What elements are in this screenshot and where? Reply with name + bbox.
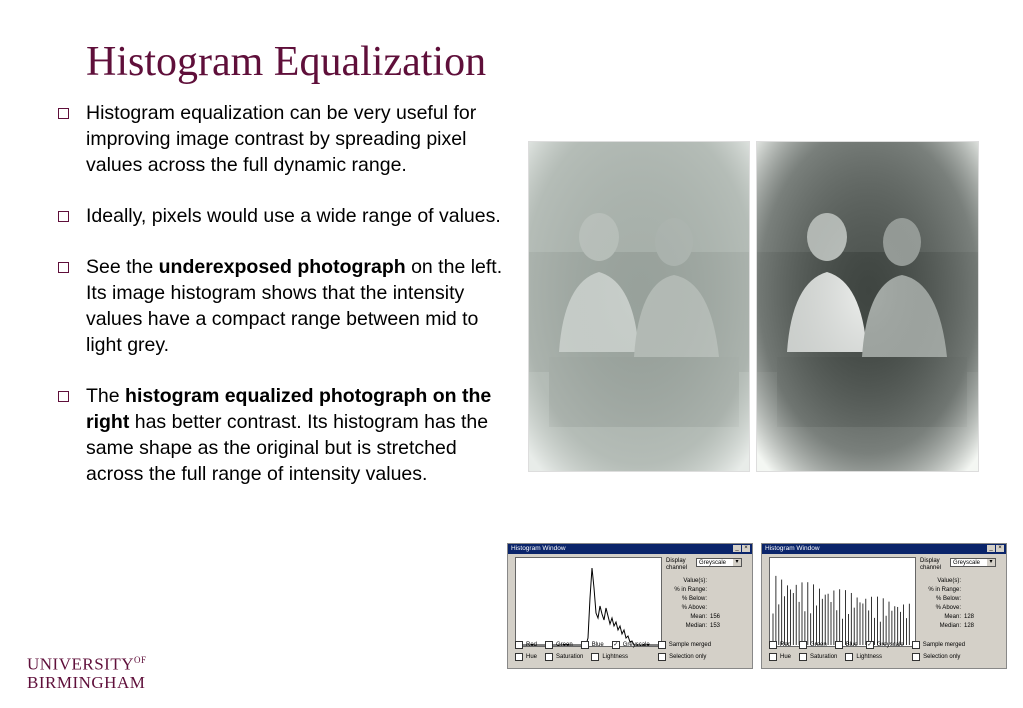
display-channel-value: Greyscale: [699, 560, 727, 566]
logo-line2: BIRMINGHAM: [27, 672, 146, 692]
display-channel-label: Display channel: [920, 558, 942, 571]
stat-row: [666, 586, 750, 595]
bullet-item: [58, 254, 506, 358]
median-value: 128: [964, 623, 975, 629]
median-label: Median:: [685, 623, 707, 629]
stat-row: [920, 586, 1004, 595]
checkbox-blue[interactable]: Blue: [581, 641, 604, 649]
bullet-text-pre: See the: [86, 256, 159, 278]
underexposed-photo: [528, 141, 750, 472]
mean-label: Mean:: [944, 614, 961, 620]
dropdown-arrow-icon[interactable]: ▾: [733, 559, 741, 566]
checkbox-sample-merged[interactable]: Sample merged: [912, 641, 965, 649]
bullet-text-bold: histogram equalized photograph on the right: [86, 385, 492, 433]
bullet-text-post: has better contrast. Its histogram has the same shape as the original but is stretched across the full range of intensity values.: [86, 411, 489, 485]
stat-row: [666, 604, 750, 613]
checkbox-selection-only[interactable]: Selection only: [658, 653, 706, 661]
histogram-plot: [769, 557, 916, 647]
display-channel-select[interactable]: [696, 558, 742, 567]
values-label: Value(s):: [937, 578, 961, 584]
checkbox-lightness[interactable]: Lightness: [845, 653, 882, 661]
hollow-square-bullet-icon: [58, 262, 69, 273]
median-label: Median:: [939, 623, 961, 629]
checkbox-greyscale[interactable]: ✓ Greyscale: [613, 642, 650, 648]
mean-value: 128: [964, 614, 975, 620]
stat-row: [920, 577, 1004, 586]
checkbox-saturation[interactable]: Saturation: [545, 653, 583, 661]
close-icon[interactable]: ×: [742, 545, 750, 552]
window-titlebar[interactable]: [508, 544, 752, 554]
hollow-square-bullet-icon: [58, 391, 69, 402]
stat-row: [920, 613, 1004, 622]
checkbox-hue[interactable]: Hue: [769, 653, 791, 661]
bullet-text-bold: underexposed photograph: [158, 256, 406, 278]
display-channel-label: Display channel: [666, 558, 688, 571]
histogram-stats-panel: [666, 557, 750, 631]
stat-row: [920, 595, 1004, 604]
histogram-window-equalized: [761, 543, 1007, 669]
checkbox-row: [769, 653, 968, 661]
display-channel-value: Greyscale: [953, 560, 981, 566]
checkbox-blue[interactable]: Blue: [835, 641, 858, 649]
histogram-window-original: [507, 543, 753, 669]
window-titlebar[interactable]: [762, 544, 1006, 554]
checkbox-row: [515, 653, 714, 661]
histogram-stats-panel: [920, 557, 1004, 631]
checkbox-selection-only[interactable]: Selection only: [912, 653, 960, 661]
stat-row: [666, 595, 750, 604]
dropdown-arrow-icon[interactable]: ▾: [987, 559, 995, 566]
bullet-text-pre: The: [86, 385, 126, 407]
bullet-item: [58, 383, 506, 487]
slide-title: Histogram Equalization: [86, 39, 487, 85]
above-label: % Above:: [935, 605, 961, 611]
stat-row: [666, 577, 750, 586]
in-range-label: % in Range:: [928, 587, 961, 593]
checkbox-lightness[interactable]: Lightness: [591, 653, 628, 661]
histogram-plot: [515, 557, 662, 647]
below-label: % Below:: [681, 596, 707, 602]
checkbox-green[interactable]: Green: [545, 641, 573, 649]
stat-row: [920, 604, 1004, 613]
bullet-text: Ideally, pixels would use a wide range of values.: [86, 205, 501, 227]
above-label: % Above:: [681, 605, 707, 611]
window-title: Histogram Window: [511, 545, 566, 552]
display-channel-select[interactable]: [950, 558, 996, 567]
university-logo: [27, 651, 147, 692]
bullet-item: [58, 100, 506, 178]
minimize-icon[interactable]: _: [733, 545, 741, 552]
bullet-item: [58, 203, 506, 229]
checkbox-greyscale[interactable]: ✓ Greyscale: [867, 642, 904, 648]
checkbox-green[interactable]: Green: [799, 641, 827, 649]
logo-line1-sup: OF: [134, 655, 147, 665]
checkbox-hue[interactable]: Hue: [515, 653, 537, 661]
window-title: Histogram Window: [765, 545, 820, 552]
equalized-photo: [756, 141, 979, 472]
checkmark-icon: ✓: [867, 642, 873, 648]
bullet-text: Histogram equalization can be very useful for improving image contrast by spreading pixel values across the full dynamic range.: [86, 102, 477, 176]
stat-row: [666, 622, 750, 631]
hollow-square-bullet-icon: [58, 108, 69, 119]
mean-value: 156: [710, 614, 721, 620]
checkbox-red[interactable]: Red: [769, 641, 791, 649]
checkbox-sample-merged[interactable]: Sample merged: [658, 641, 711, 649]
checkbox-red[interactable]: Red: [515, 641, 537, 649]
in-range-label: % in Range:: [674, 587, 707, 593]
bullet-text-post: on the left. Its image histogram shows that the intensity values have a compact range between mid to light grey.: [86, 256, 503, 356]
median-value: 153: [710, 623, 721, 629]
checkbox-saturation[interactable]: Saturation: [799, 653, 837, 661]
checkbox-row: [769, 641, 973, 649]
checkmark-icon: ✓: [613, 642, 619, 648]
logo-line1: UNIVERSITY: [27, 654, 134, 674]
hollow-square-bullet-icon: [58, 211, 69, 222]
bullet-list: [58, 100, 506, 512]
checkbox-row: [515, 641, 719, 649]
below-label: % Below:: [935, 596, 961, 602]
stat-row: [920, 622, 1004, 631]
close-icon[interactable]: ×: [996, 545, 1004, 552]
stat-row: [666, 613, 750, 622]
values-label: Value(s):: [683, 578, 707, 584]
minimize-icon[interactable]: _: [987, 545, 995, 552]
mean-label: Mean:: [690, 614, 707, 620]
